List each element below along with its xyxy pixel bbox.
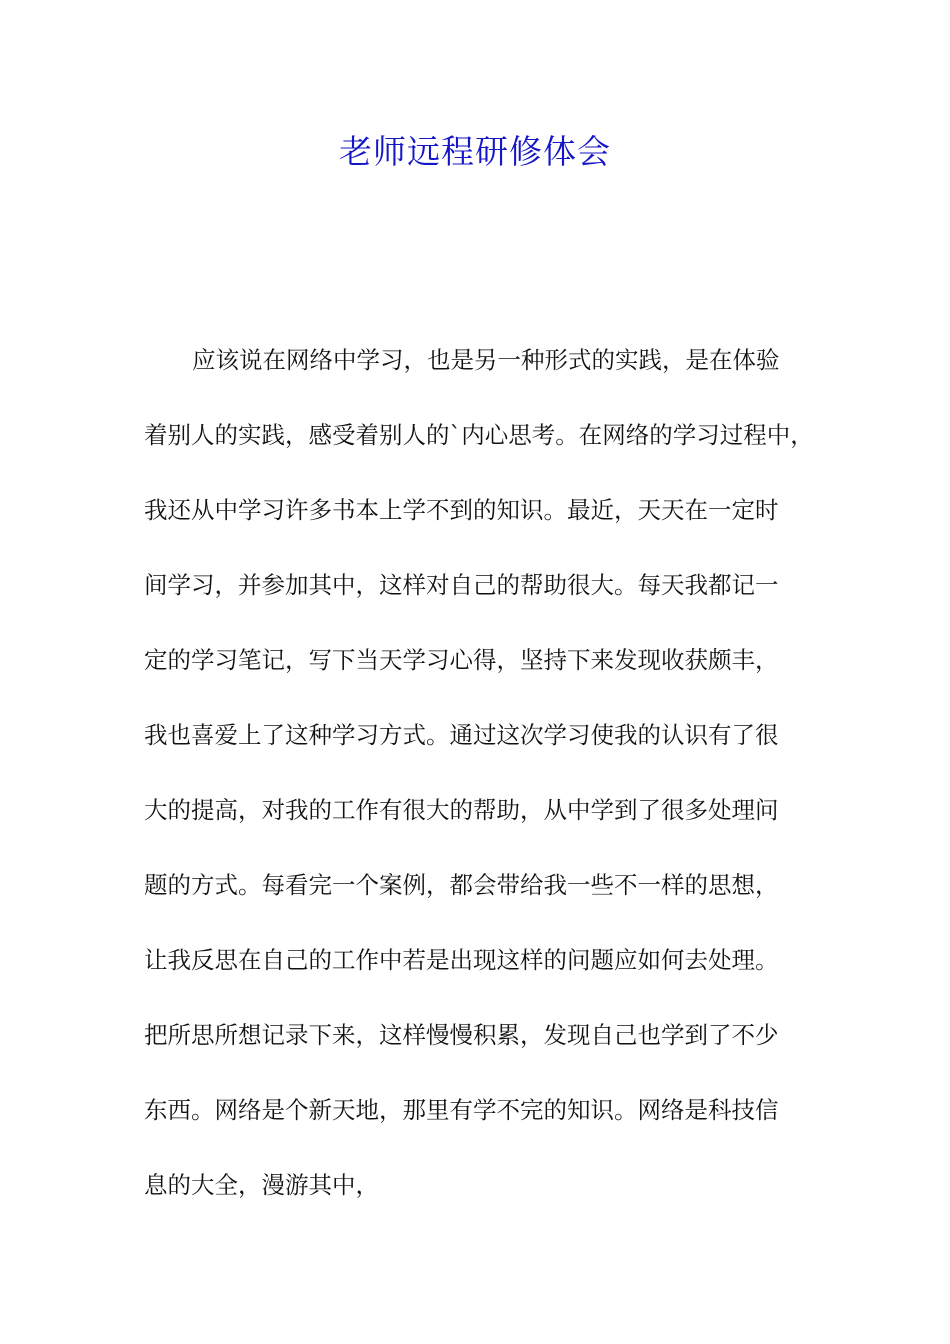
paragraph-line: 间学习，并参加其中，这样对自己的帮助很大。每天我都记一 — [144, 571, 779, 599]
paragraph-line: 大的提高，对我的工作有很大的帮助，从中学到了很多处理问 — [144, 796, 779, 824]
paragraph-line: 应该说在网络中学习，也是另一种形式的实践，是在体验 — [192, 346, 780, 374]
paragraph-line: 把所思所想记录下来，这样慢慢积累，发现自己也学到了不少 — [144, 1021, 779, 1049]
paragraph-line: 让我反思在自己的工作中若是出现这样的问题应如何去处理。 — [144, 946, 779, 974]
paragraph-line: 着别人的实践，感受着别人的`内心思考。在网络的学习过程中， — [144, 421, 814, 449]
paragraph-line: 题的方式。每看完一个案例，都会带给我一些不一样的思想， — [144, 871, 779, 899]
document-body — [144, 336, 814, 1236]
paragraph-line: 息的大全，漫游其中， — [144, 1171, 379, 1199]
paragraph-line: 我也喜爱上了这种学习方式。通过这次学习使我的认识有了很 — [144, 721, 779, 749]
paragraph-line: 定的学习笔记，写下当天学习心得，坚持下来发现收获颇丰， — [144, 646, 779, 674]
document-title: 老师远程研修体会 — [339, 132, 611, 171]
paragraph-line: 东西。网络是个新天地，那里有学不完的知识。网络是科技信 — [144, 1096, 779, 1124]
paragraph-line: 我还从中学习许多书本上学不到的知识。最近，天天在一定时 — [144, 496, 779, 524]
